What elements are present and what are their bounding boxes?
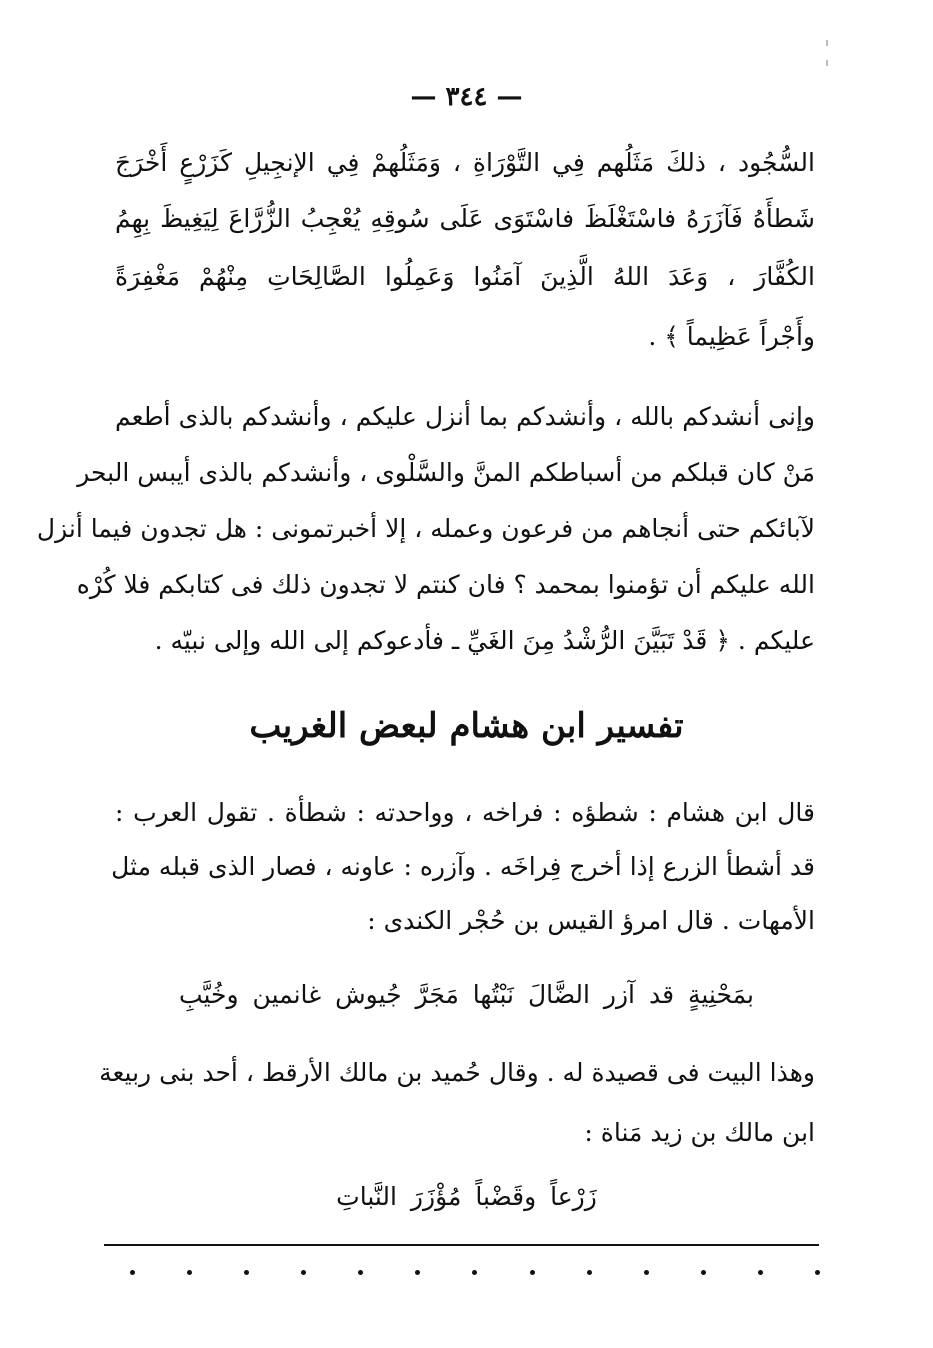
oath-line-5: عليكم . ﴿ قَدْ تَبَيَّنَ الرُّشْدُ مِنَ الغَيِّ ـ فأدعوكم إلى الله وإلى نبيّه . (154, 626, 815, 655)
commentary-two-line-1: وهذا البيت فى قصيدة له . وقال حُميد بن مالك الأرقط ، أحد بنى ربيعة (99, 1058, 815, 1087)
poetry-verse-2: زَرْعاً وقَضْباً مُؤْزَرَ النَّباتِ (336, 1182, 597, 1211)
footer-dot (815, 1270, 820, 1275)
footer-dot (530, 1270, 535, 1275)
quran-line-2: شَطأَهُ فَآزَرَهُ فاسْتَغْلَظَ فاسْتَوَى عَلَى سُوقِهِ يُعْجِبُ الزُّرَّاعَ لِيَغِيظَ بِهِمُ (115, 204, 815, 233)
commentary-line-1: قال ابن هشام : شطؤه : فراخه ، وواحدته : شطأة . تقول العرب : (115, 798, 815, 827)
footer-rule (104, 1244, 819, 1246)
footer-dot (587, 1270, 592, 1275)
quran-line-1: السُّجُود ، ذلكَ مَثَلُهم فِي التَّوْرَاةِ ، وَمَثَلُهمْ فِي الإنجِيلِ كَزَرْعٍ أَخْرَجَ (115, 148, 815, 177)
commentary-line-2: قد أشطأ الزرع إذا أخرج فِراخَه . وآزره : عاونه ، فصار الذى قبله مثل (111, 852, 815, 881)
footer-dot (358, 1270, 363, 1275)
footer-dot (130, 1270, 135, 1275)
oath-line-2: مَنْ كان قبلكم من أسباطكم المنَّ والسَّلْوى ، وأنشدكم بالذى أيبس البحر (77, 458, 815, 487)
footer-dot (472, 1270, 477, 1275)
scan-mark (826, 60, 828, 66)
commentary-two-line-2: ابن مالك بن زيد مَناة : (584, 1118, 815, 1147)
quran-line-4: وأَجْراً عَظِيماً ﴾ . (648, 322, 815, 351)
oath-line-4: الله عليكم أن تؤمنوا بمحمد ؟ فان كنتم لا تجدون ذلك فى كتابكم فلا كُرْه (76, 570, 815, 599)
footer-dot (701, 1270, 706, 1275)
footer-dot (758, 1270, 763, 1275)
footer-dot (644, 1270, 649, 1275)
scan-mark (826, 40, 828, 46)
page-number: — ٣٤٤ — (410, 82, 523, 112)
commentary-line-3: الأمهات . قال امرؤ القيس بن حُجْر الكندى : (367, 906, 815, 935)
footer-dot (187, 1270, 192, 1275)
section-heading: تفسير ابن هشام لبعض الغريب (249, 706, 684, 746)
footer-dot (301, 1270, 306, 1275)
footer-dot (415, 1270, 420, 1275)
footer-dots (130, 1270, 820, 1275)
footer-dot (244, 1270, 249, 1275)
quran-line-3: الكُفَّارَ ، وَعَدَ اللهُ الَّذِينَ آمَنُوا وَعَمِلُوا الصَّالِحَاتِ مِنْهُمْ مَغْفِرَةً (115, 262, 815, 291)
poetry-verse-1: بمَحْنِيةٍ قد آزر الضَّالَ نَبْتُها مَجَرَّ جُيوش غانمين وخُيَّبِ (178, 980, 755, 1009)
oath-line-3: لآبائكم حتى أنجاهم من فرعون وعمله ، إلا أخبرتمونى : هل تجدون فيما أنزل (36, 514, 815, 543)
oath-line-1: وإنى أنشدكم بالله ، وأنشدكم بما أنزل عليكم ، وأنشدكم بالذى أطعم (115, 402, 815, 431)
